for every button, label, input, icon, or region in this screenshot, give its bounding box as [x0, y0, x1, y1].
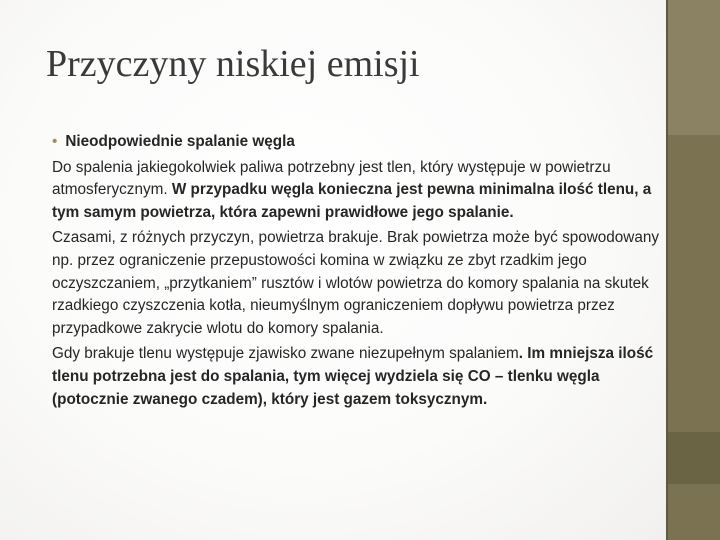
paragraph-3-bold: . Im mniejsza ilość tlenu potrzebna jest do spalania, tym więcej wydziela się CO – tlenku węgla (potocznie zwanego czadem), który jest gazem toksycznym. — [52, 345, 654, 408]
paragraph-2: Czasami, z różnych przyczyn, powietrza brakuje. Brak powietrza może być spowodowany np. przez ograniczenie przepustowości komina w związku ze zbyt rzadkim jego oczyszczaniem, „przytkaniem” rusztów i wlotów powietrza do komory spalania na skutek rzadkiego czyszczenia kotła, nieumyślnym ograniczeniem dopływu powietrza przez przypadkowe zakrycie wlotu do komory spalania. — [52, 229, 660, 337]
paragraph-1-normal: Do spalenia jakiegokolwiek paliwa potrzebny jest tlen, który występuje w powietrzu atmosferycznym. — [52, 158, 611, 199]
slide-title: Przyczyny niskiej emisji — [46, 43, 420, 85]
paragraph-1-bold: W przypadku węgla konieczna jest pewna minimalna ilość tlenu, a tym samym powietrza, która zapewni prawidłowe jego spalanie. — [52, 181, 652, 221]
side-decoration-accent-top — [668, 0, 720, 135]
paragraph-3 — [52, 343, 662, 411]
paragraph-1 — [52, 157, 662, 225]
paragraph-3-normal: Gdy brakuje tlenu występuje zjawisko zwane niezupełnym spalaniem — [52, 345, 519, 363]
slide-content — [52, 131, 662, 414]
bullet-heading: Nieodpowiednie spalanie węgla — [65, 133, 295, 150]
side-decoration-accent-mid — [668, 432, 720, 484]
bullet-item — [52, 131, 662, 154]
bullet-marker: • — [52, 133, 58, 150]
side-decoration-divider — [666, 0, 668, 540]
